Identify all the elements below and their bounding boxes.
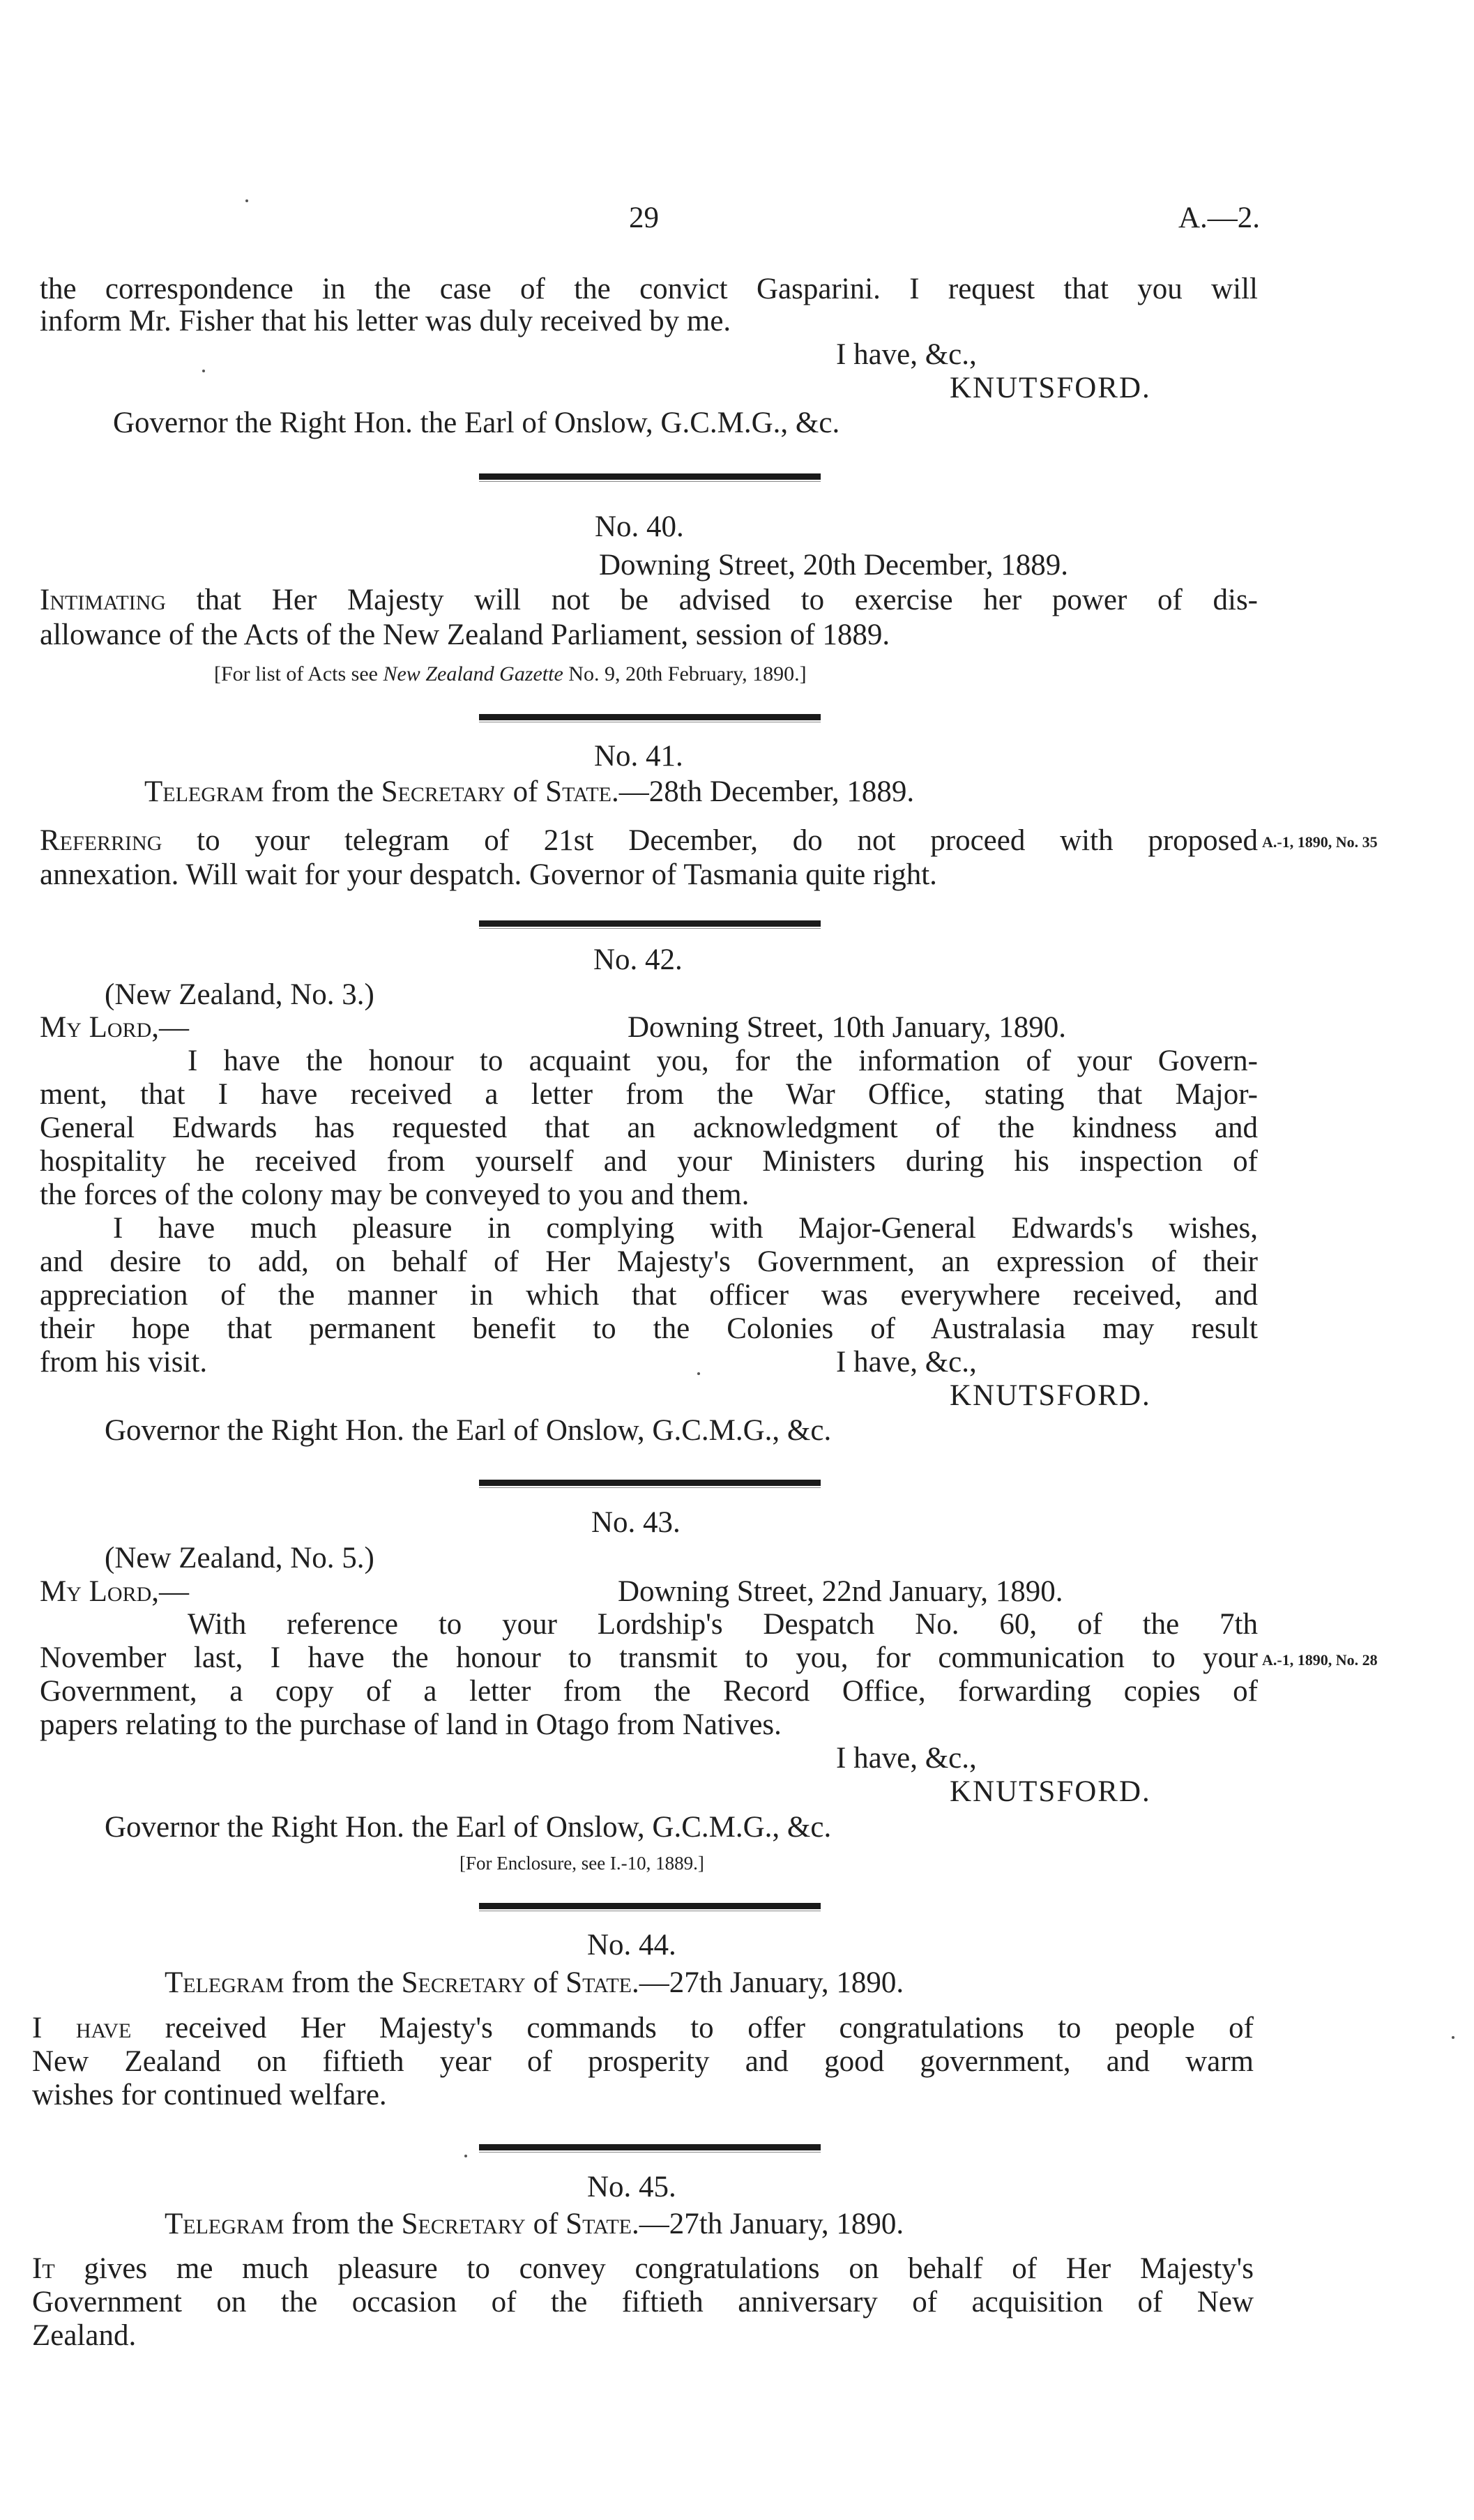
scan-speck <box>245 199 248 202</box>
no45-heading-b: from the <box>284 2208 402 2240</box>
no45-line-3: Zealand. <box>32 2319 137 2352</box>
no42-p1-line: General Edwards has requested that an acknowledgment of the kindness and <box>40 1111 1258 1144</box>
no41-line-1 <box>40 823 1258 858</box>
no44-heading-c: Secretary <box>401 1966 526 1999</box>
no42-p1-line: ment, that I have received a letter from the War Office, stating that Major- <box>40 1078 1258 1111</box>
no43-note: [For Enclosure, see I.-10, 1889.] <box>459 1853 704 1874</box>
no40-note-post: No. 9, 20th February, 1890.] <box>563 662 807 685</box>
no42-p1-line: the forces of the colony may be conveyed to you and them. <box>40 1178 750 1211</box>
no45-heading-f: .—27th January, 1890. <box>632 2208 904 2240</box>
no44-heading-d: of <box>525 1966 566 1999</box>
no44-line-2: New Zealand on fiftieth year of prosperity and good government, and warm <box>32 2045 1254 2078</box>
no41-lead: Referring <box>40 824 162 857</box>
no43-p1-line: papers relating to the purchase of land in Otago from Natives. <box>40 1708 782 1741</box>
no42-p2-line: I have much pleasure in complying with Major-General Edwards's wishes, <box>113 1212 1258 1245</box>
no44-line-1 <box>32 2011 1254 2046</box>
no42-p1-line: hospitality he received from yourself and your Ministers during his inspection of <box>40 1145 1258 1178</box>
no41-heading-f: .—28th December, 1889. <box>611 775 915 808</box>
no45-heading-e: State <box>565 2208 632 2240</box>
no42-p2-line: and desire to add, on behalf of Her Majesty's Government, an expression of their <box>40 1245 1258 1278</box>
no44-lead: I have <box>32 2012 132 2044</box>
doc-reference: A.—2. <box>1178 202 1261 234</box>
no41-heading-e: State <box>545 775 611 808</box>
no41-number: No. 41. <box>594 740 683 773</box>
no44-heading-e: State <box>565 1966 632 1999</box>
page-number: 29 <box>629 202 659 234</box>
no44-line-3: wishes for continued welfare. <box>32 2079 387 2111</box>
scan-speck <box>1452 2036 1454 2039</box>
no44-heading-f: .—27th January, 1890. <box>632 1966 904 1999</box>
no45-heading <box>165 2207 904 2242</box>
no40-note <box>214 660 807 688</box>
no43-p1-line: November last, I have the honour to transmit to you, for communication to your <box>40 1641 1258 1674</box>
no45-line-1 <box>32 2252 1254 2286</box>
no42-addressee: Governor the Right Hon. the Earl of Onslow, G.C.M.G., &c. <box>105 1414 832 1447</box>
no42-p2-line: from his visit. <box>40 1346 208 1379</box>
section-divider <box>479 1903 821 1909</box>
no41-heading-c: Secretary <box>381 775 506 808</box>
no41-line-2: annexation. Will wait for your despatch. Governor of Tasmania quite right. <box>40 858 937 891</box>
no43-margin-ref: A.-1, 1890, No. 28 <box>1262 1651 1378 1669</box>
no44-line-1-rest: received Her Majesty's commands to offer congratulations to people of <box>131 2012 1254 2044</box>
no40-line-2: allowance of the Acts of the New Zealand Parliament, session of 1889. <box>40 618 890 651</box>
no42-p1-line: I have the honour to acquaint you, for the information of your Govern- <box>188 1045 1258 1077</box>
no41-heading-b: from the <box>264 775 381 808</box>
no41-heading-d: of <box>505 775 546 808</box>
no43-number: No. 43. <box>591 1506 681 1539</box>
no45-line-1-rest: gives me much pleasure to convey congratulations on behalf of Her Majesty's <box>54 2252 1254 2285</box>
no40-lead: Intimating <box>40 584 166 616</box>
no44-heading <box>165 1966 904 2001</box>
section-divider <box>479 473 821 480</box>
no43-salutation-b: ,— <box>151 1575 190 1608</box>
scan-speck <box>202 370 205 372</box>
no40-note-italic: New Zealand Gazette <box>383 662 563 685</box>
intro-signature: KNUTSFORD. <box>950 372 1151 404</box>
no42-series: (New Zealand, No. 3.) <box>105 978 374 1011</box>
no42-salutation <box>40 1010 189 1045</box>
no45-heading-d: of <box>525 2208 566 2240</box>
no45-heading-a: Telegram <box>165 2208 284 2240</box>
intro-addressee: Governor the Right Hon. the Earl of Onslow, G.C.M.G., &c. <box>113 407 840 439</box>
no42-number: No. 42. <box>593 943 683 976</box>
no41-line-1-rest: to your telegram of 21st December, do not proceed with proposed <box>162 824 1258 857</box>
no42-closing: I have, &c., <box>836 1346 977 1379</box>
no42-salutation-a: My Lord <box>40 1011 152 1044</box>
no44-heading-a: Telegram <box>165 1966 284 1999</box>
no42-signature: KNUTSFORD. <box>950 1379 1151 1412</box>
section-divider <box>479 714 821 720</box>
intro-line-2: inform Mr. Fisher that his letter was duly received by me. <box>40 305 731 337</box>
no41-margin-ref: A.-1, 1890, No. 35 <box>1262 833 1378 851</box>
no41-heading <box>144 775 914 810</box>
no45-lead: It <box>32 2252 55 2285</box>
no43-addressee: Governor the Right Hon. the Earl of Onslow, G.C.M.G., &c. <box>105 1811 832 1844</box>
no45-heading-c: Secretary <box>401 2208 526 2240</box>
no40-number: No. 40. <box>595 510 684 543</box>
no40-line-1 <box>40 583 1258 618</box>
no43-salutation-a: My Lord <box>40 1575 152 1608</box>
no42-p2-line: their hope that permanent benefit to the Colonies of Australasia may result <box>40 1312 1258 1345</box>
no44-number: No. 44. <box>587 1929 676 1961</box>
section-divider <box>479 2144 821 2150</box>
no40-note-pre: [For list of Acts see <box>214 662 383 685</box>
no43-p1-line: Government, a copy of a letter from the Record Office, forwarding copies of <box>40 1675 1258 1708</box>
section-divider <box>479 1480 821 1486</box>
section-divider <box>479 920 821 927</box>
no45-number: No. 45. <box>587 2171 676 2203</box>
no42-dateline: Downing Street, 10th January, 1890. <box>628 1011 1066 1044</box>
scan-speck <box>697 1372 700 1375</box>
no43-closing: I have, &c., <box>836 1742 977 1775</box>
no41-heading-a: Telegram <box>144 775 264 808</box>
intro-line-1: the correspondence in the case of the convict Gasparini. I request that you will <box>40 273 1258 305</box>
scan-speck <box>464 2155 467 2157</box>
no43-p1-line: With reference to your Lordship's Despatch No. 60, of the 7th <box>188 1608 1258 1641</box>
no43-signature: KNUTSFORD. <box>950 1775 1151 1808</box>
no43-series: (New Zealand, No. 5.) <box>105 1542 374 1574</box>
no44-heading-b: from the <box>284 1966 402 1999</box>
no42-p2-line: appreciation of the manner in which that officer was everywhere received, and <box>40 1279 1258 1312</box>
intro-closing: I have, &c., <box>836 338 977 371</box>
no42-salutation-b: ,— <box>151 1011 190 1044</box>
no40-dateline: Downing Street, 20th December, 1889. <box>599 549 1068 582</box>
no45-line-2: Government on the occasion of the fiftieth anniversary of acquisition of New <box>32 2286 1254 2318</box>
no40-line-1-rest: that Her Majesty will not be advised to exercise her power of dis- <box>165 584 1258 616</box>
no43-dateline: Downing Street, 22nd January, 1890. <box>618 1575 1063 1608</box>
no43-salutation <box>40 1574 189 1609</box>
